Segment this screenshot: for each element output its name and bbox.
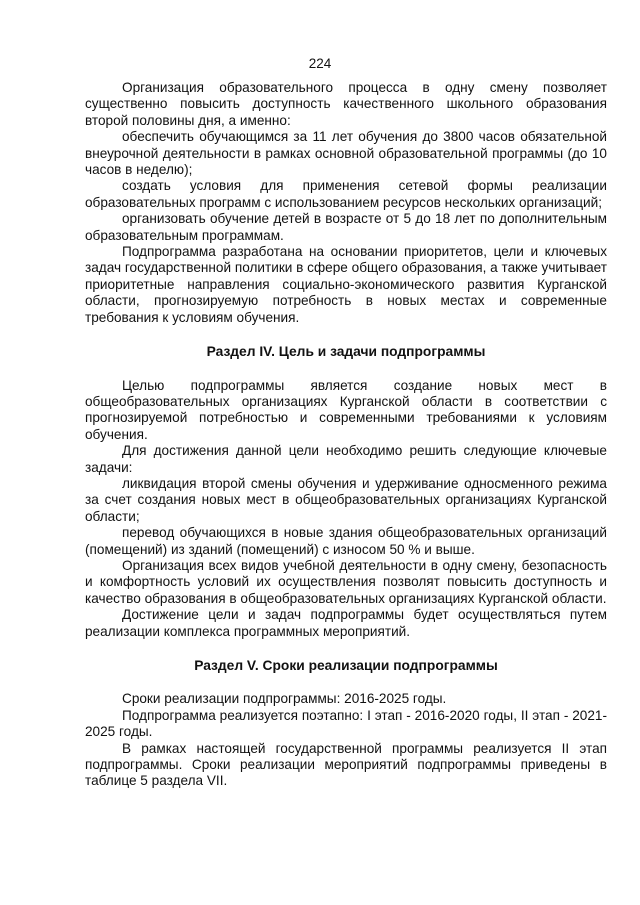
paragraph: создать условия для применения сетевой формы реализации образовательных программ с использованием ресурсов нескольких организаций; <box>85 178 607 210</box>
paragraph: Достижение цели и задач подпрограммы будет осуществляться путем реализации комплекса программных мероприятий. <box>85 607 607 639</box>
paragraph: Подпрограмма реализуется поэтапно: I этап - 2016-2020 годы, II этап - 2021-2025 годы. <box>85 707 607 740</box>
spacer <box>85 361 607 378</box>
section-heading-5: Раздел V. Сроки реализации подпрограммы <box>194 658 498 673</box>
paragraph: ликвидация второй смены обучения и удерживание односменного режима за счет создания новых мест в общеобразовательных организациях Курганской области; <box>85 475 607 524</box>
paragraph: перевод обучающихся в новые здания общеобразовательных организаций (помещений) из зданий (помещений) с износом 50 % и выше. <box>85 525 607 557</box>
document-body <box>85 80 607 790</box>
page-number: 224 <box>308 56 332 71</box>
section-heading-4: Раздел IV. Цель и задачи подпрограммы <box>206 344 486 360</box>
spacer <box>85 640 607 658</box>
paragraph: обеспечить обучающимся за 11 лет обучения до 3800 часов обязательной внеурочной деятельности в рамках основной образовательной программы (до 10 часов в неделю); <box>85 129 607 178</box>
paragraph: Для достижения данной цели необходимо решить следующие ключевые задачи: <box>85 443 607 475</box>
paragraph: организовать обучение детей в возрасте от 5 до 18 лет по дополнительным образовательным программам. <box>85 211 607 243</box>
paragraph: В рамках настоящей государственной программы реализуется II этап подпрограммы. Сроки реализации мероприятий подпрограммы приведены в таблице 5 раздела VII. <box>85 740 607 789</box>
paragraph: Организация всех видов учебной деятельности в одну смену, безопасность и комфортность условий их осуществления позволят повысить доступность и качество образования в общеобразовательных организациях Курганской области. <box>85 557 607 606</box>
paragraph: Целью подпрограммы является создание новых мест в общеобразовательных организациях Курганской области в соответствии с прогнозируемой потребностью и современными требованиями к условиям обучения. <box>85 377 607 442</box>
spacer <box>85 674 607 691</box>
paragraph: Подпрограмма разработана на основании приоритетов, цели и ключевых задач государственной политики в сфере общего образования, а также учитывает приоритетные направления социально-экономического развития Курганской области, прогнозируемую потребность в новых местах и современные требования к условиям обучения. <box>85 244 607 325</box>
paragraph: Сроки реализации подпрограммы: 2016-2025 годы. <box>122 691 447 707</box>
spacer <box>85 326 607 344</box>
paragraph: Организация образовательного процесса в одну смену позволяет существенно повысить доступность качественного школьного образования второй половины дня, а именно: <box>85 80 607 128</box>
